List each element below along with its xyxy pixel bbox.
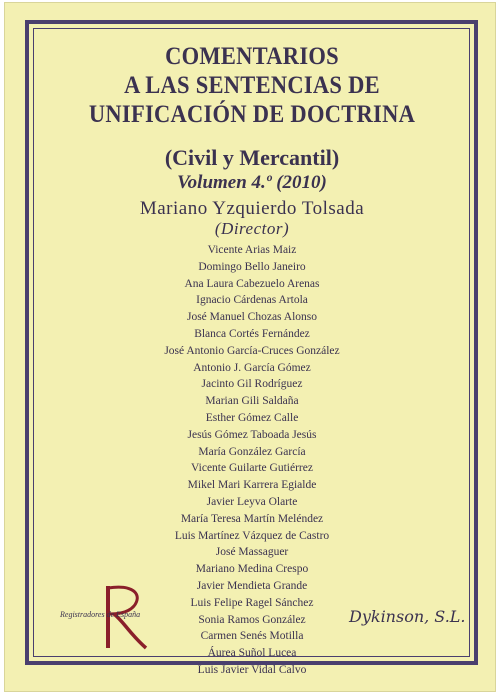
publisher-right-logo: Dykinson, S.L. (349, 607, 466, 626)
publisher-left-label: Registradores de España (60, 610, 141, 619)
author-name: Luis Martínez Vázquez de Castro (174, 529, 330, 542)
author-name: Mariano Medina Crespo (195, 563, 309, 576)
title-line-2: A LAS SENTENCIAS DE (124, 72, 380, 99)
author-name: Jacinto Gil Rodríguez (201, 378, 303, 391)
author-name: Blanca Cortés Fernández (194, 327, 310, 340)
author-name: Javier Leyva Olarte (206, 495, 298, 508)
book-subtitle: (Civil y Mercantil) (164, 145, 340, 170)
director-name: Mariano Yzquierdo Tolsada (139, 198, 365, 219)
book-title (65, 42, 439, 129)
author-name: Marian Gili Saldaña (205, 395, 299, 408)
author-name: José Manuel Chozas Alonso (186, 311, 317, 324)
author-name: Luis Javier Vidal Calvo (197, 663, 307, 676)
author-name: María Teresa Martín Meléndez (180, 512, 324, 525)
title-line-1: COMENTARIOS (165, 43, 339, 70)
author-name: Ignacio Cárdenas Artola (196, 294, 308, 307)
director-role: (Director) (214, 219, 290, 238)
author-name: José Antonio García-Cruces González (164, 344, 340, 357)
volume-label: Volumen 4.º (2010) (177, 172, 327, 193)
author-name: Esther Gómez Calle (205, 411, 299, 424)
title-line-3: UNIFICACIÓN DE DOCTRINA (88, 101, 416, 128)
author-name: Vicente Arias Maiz (207, 244, 297, 256)
registradores-logo (60, 582, 180, 652)
author-name: Jesús Gómez Taboada Jesús (187, 428, 317, 441)
author-name: María González García (198, 445, 306, 458)
author-name: Sonia Ramos González (198, 613, 306, 626)
author-name: Antonio J. García Gómez (193, 361, 311, 374)
author-name: Javier Mendieta Grande (196, 579, 308, 592)
author-name: Carmen Senés Motilla (200, 630, 304, 643)
author-name: Vicente Guilarte Gutiérrez (191, 462, 313, 475)
book-cover (4, 2, 496, 692)
author-name: Áurea Suñol Lucea (207, 647, 297, 660)
author-name: José Massaguer (215, 546, 289, 559)
author-name: Ana Laura Cabezuelo Arenas (184, 277, 320, 290)
author-name: Domingo Bello Janeiro (198, 260, 306, 273)
author-name: Luis Felipe Ragel Sánchez (190, 596, 314, 609)
author-name: Mikel Mari Karrera Egialde (187, 479, 317, 492)
